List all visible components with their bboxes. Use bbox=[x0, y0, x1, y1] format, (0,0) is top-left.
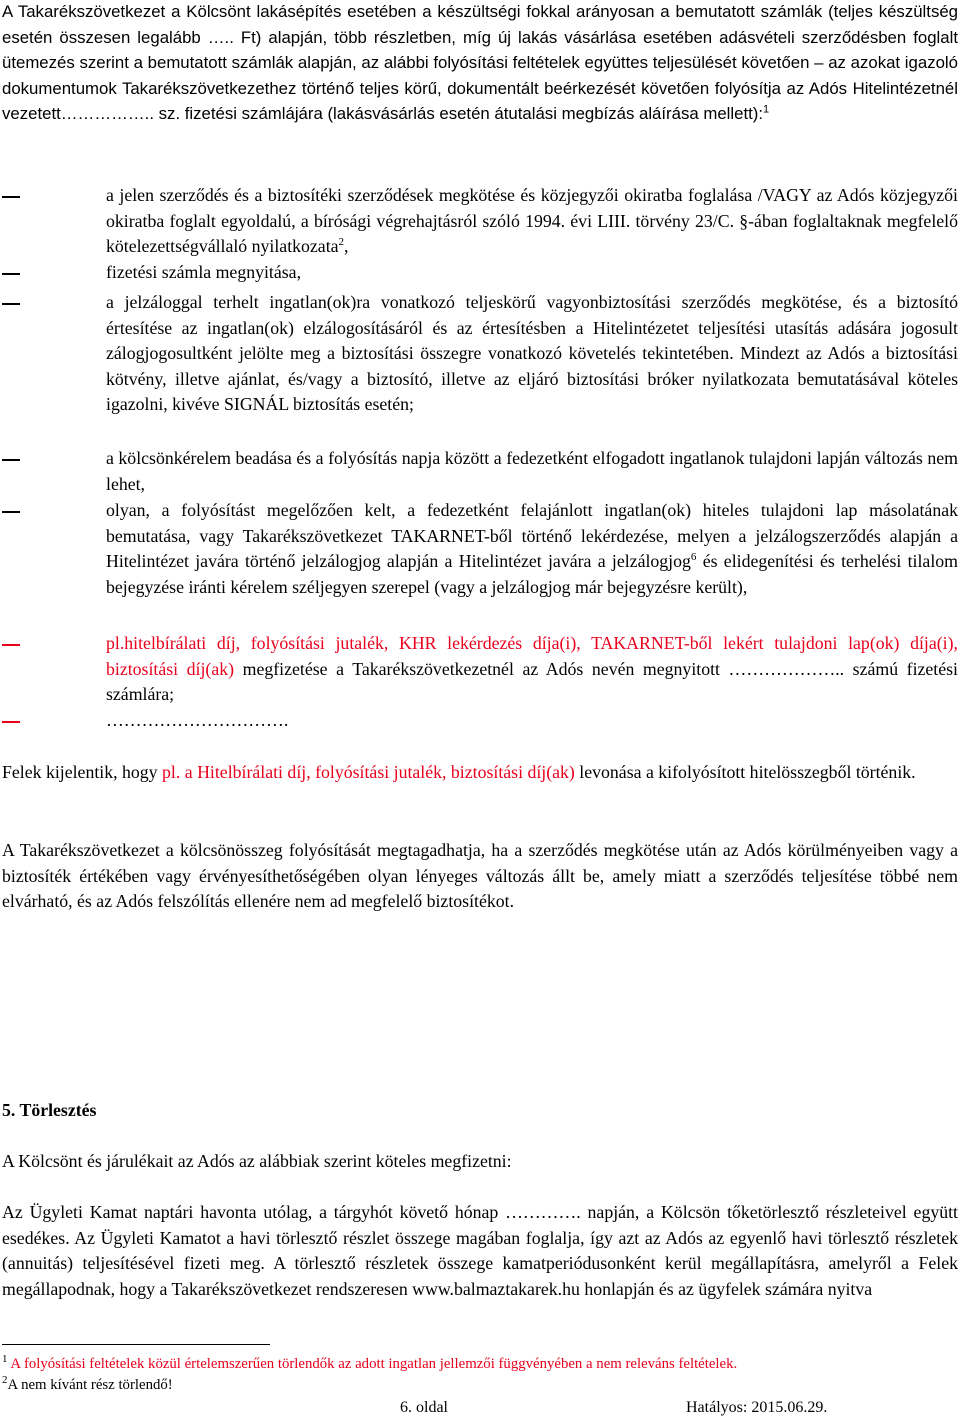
list-item-text: fizetési számla megnyitása, bbox=[106, 262, 302, 282]
list-item-text: a jelzáloggal terhelt ingatlan(ok)ra vonatkozó teljeskörű vagyonbiztosítási szerződés megkötése, és a biztosító értesítése az ingatlan(ok) elzálogosításáról és az értesítésben a Hitelintézetet teljesítési utasítás adására jogosult zálogjogosultként jelölte meg a biztosítási összegre vonatkozó követelés tekintetében. Mindezt az Adós a biztosítási kötvény, illetve ajánlat, és/vagy a biztosító, illetve az eljáró biztosítási bróker nyilatkozata bemutatásával köteles igazolni, kivéve SIGNÁL biztosítás esetén; bbox=[106, 292, 958, 414]
declaration-highlight: pl. a Hitelbírálati díj, folyósítási jutalék, biztosítási díj(ak) bbox=[162, 762, 575, 782]
dash-bullet bbox=[2, 303, 20, 305]
dash-bullet bbox=[2, 196, 20, 198]
section-heading: 5. Törlesztés bbox=[2, 1100, 97, 1120]
dash-bullet bbox=[2, 644, 20, 646]
list-item-text: olyan, a folyósítást megelőzően kelt, a fedezetként felajánlott ingatlan(ok) hiteles tulajdoni lap másolatának bemutatása, vagy Takarékszövetkezet TAKARNET-ből történő lekérdezése, melyen a jelzálogszerződés alapján a Hitelintézet javára történő jelzálogjog alapján a Hitelintézet javára a jelzálogjog$^6$ és elidegenítési és terhelési tilalom bejegyzése iránti kérelem széljegyen szerepel (vagy a jelzálogjog már bejegyzésre került), bbox=[106, 500, 958, 597]
intro-text: A Takarékszövetkezet a Kölcsönt lakásépítés esetében a készültségi fokkal arányosan a bemutatott számlák (teljes készültség esetén összesen legalább ….. Ft) alapján, több részletben, míg új lakás vásárlása esetében adásvételi szerződésben foglalt ütemezés szerint a bemutatott számlák alapján, az alábbi folyósítási feltételek együttes teljesülését követően – az azokat igazoló dokumentumok Takarékszövetkezethez történő teljes körű, dokumentált beérkezését követően folyósítja az Adós Hitelintézetnél vezetett…………….. bbox=[2, 2, 958, 123]
footnote-ref-1: 1 bbox=[763, 103, 770, 116]
footnote-number: 1 bbox=[2, 1353, 8, 1366]
dash-bullet bbox=[2, 721, 20, 723]
section-intro: A Kölcsönt és járulékait az Adós az alábbiak szerint köteles megfizetni: bbox=[2, 1151, 512, 1171]
blank-placeholder: …………………………. bbox=[106, 710, 289, 730]
fee-examples-highlight: pl.hitelbírálati díj, folyósítási jutalék, KHR lekérdezés díja(i), TAKARNET-ből lekért tulajdoni lap(ok) díja(i), biztosítási díj(ak) bbox=[106, 633, 958, 679]
repayment-paragraph: Az Ügyleti Kamat naptári havonta utólag, a tárgyhót követő hónap …………. napján, a Kölcsön tőketörlesztő részleteivel együtt esedékes. Az Ügyleti Kamatot a havi törlesztő részlet összege magában foglalja, így azt az Adós az egyenlő havi törlesztő részletek (annuitás) teljesítésével fizeti meg. A törlesztő részletek összege kamatperiódusonként kerül megállapításra, amelyről a Felek megállapodnak, hogy a Takarékszövetkezet rendszeresen www.balmaztakarek.hu honlapján és az ügyfelek számára nyitva bbox=[2, 1202, 958, 1299]
intro-text-continued: sz. fizetési számlájára (lakásvásárlás esetén átutalási megbízás aláírása mellett): bbox=[154, 104, 764, 123]
declaration-paragraph: Felek kijelentik, hogy pl. a Hitelbírálati díj, folyósítási jutalék, biztosítási díj(ak) levonása a kifolyósított hitelösszegből történik. bbox=[2, 762, 916, 782]
footnote-text: A nem kívánt rész törlendő! bbox=[7, 1377, 173, 1393]
list-item-text: a jelen szerződés és a biztosítéki szerződések megkötése és közjegyzői okiratba foglalása /VAGY az Adós közjegyzői okiratba foglalt egyoldalú, a bírósági végrehajtásról szóló 1994. évi LIII. törvény 23/C. §-ában foglaltaknak megfelelő kötelezettségvállaló nyilatkozata$^2$, bbox=[106, 185, 958, 256]
effective-date: Hatályos: 2015.06.29. bbox=[686, 1399, 828, 1416]
dash-bullet bbox=[2, 511, 20, 513]
dash-bullet bbox=[2, 273, 20, 275]
footnote-ref-2: 2 bbox=[338, 236, 345, 249]
footnote-ref-6: 6 bbox=[690, 551, 697, 564]
list-item-text: a kölcsönkérelem beadása és a folyósítás napja között a fedezetként elfogadott ingatlanok tulajdoni lapján változás nem lehet, bbox=[106, 448, 958, 494]
list-item-text: pl.hitelbírálati díj, folyósítási jutalék, KHR lekérdezés díja(i), TAKARNET-ből lekért tulajdoni lap(ok) díja(i), biztosítási díj(ak) megfizetése a Takarékszövetkezetnél az Adós nevén megnyitott ……………….. számú fizetési számlára; bbox=[106, 633, 958, 704]
footnote-1 bbox=[2, 1354, 958, 1374]
footnote-number: 2 bbox=[2, 1374, 8, 1387]
footnote-text: A folyósítási feltételek közül értelemszerűen törlendők az adott ingatlan jellemzői függvényében a nem releváns feltételek. bbox=[7, 1356, 738, 1372]
disbursement-intro-paragraph bbox=[2, 0, 958, 127]
footnote-divider bbox=[2, 1344, 270, 1345]
footnote-2 bbox=[2, 1375, 958, 1395]
dash-bullet bbox=[2, 459, 20, 461]
page-number: 6. oldal bbox=[400, 1399, 448, 1416]
refusal-paragraph: A Takarékszövetkezet a kölcsönösszeg folyósítását megtagadhatja, ha a szerződés megkötése után az Adós körülményeiben vagy a biztosíték értékében vagy érvényesíthetőségében olyan lényeges változás állt be, amely miatt a szerződés teljesítése többé nem elvárható, és az Adós felszólítás ellenére nem ad megfelelő biztosítékot. bbox=[2, 840, 958, 911]
